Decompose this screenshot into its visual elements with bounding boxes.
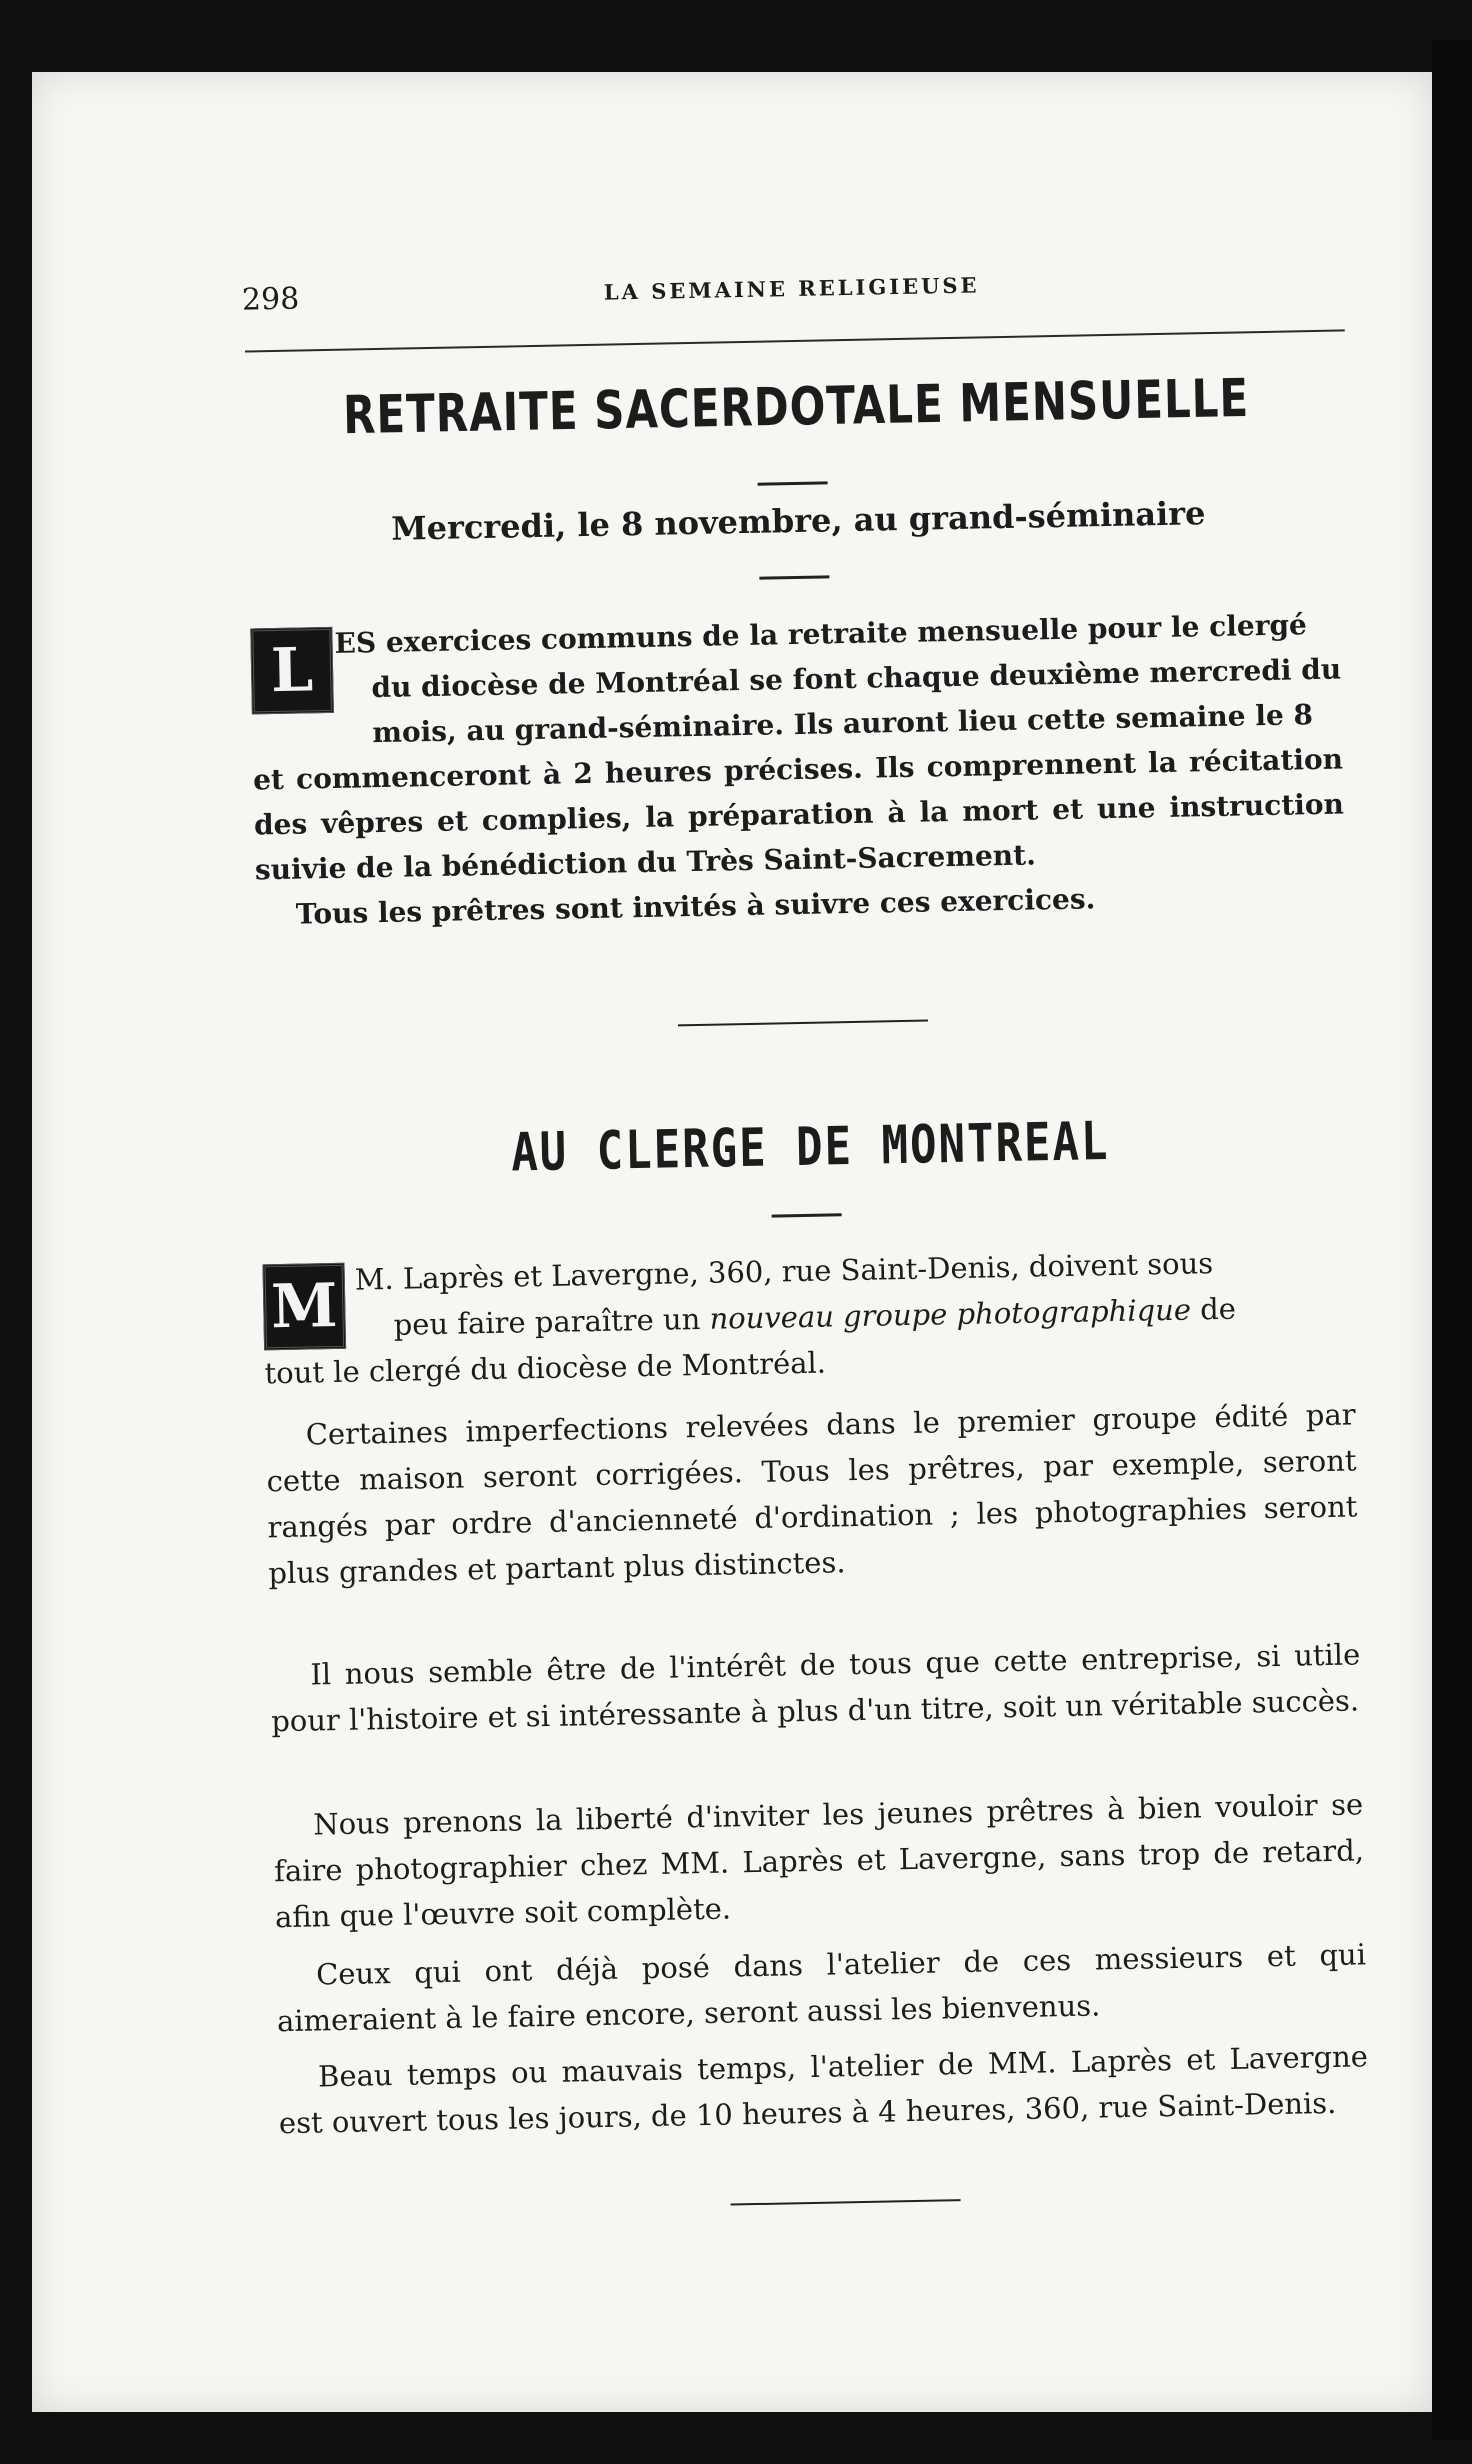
clerge-paragraph-2: Certaines imperfections relevées dans le premier groupe édité par cette maison seront corrigées. Tous les prêtres, par exemple, seront rangés par ordre d'ancienneté d'ordination ; les photographies seront plus grandes et partant plus distinctes.: [266, 1397, 1358, 1591]
dropcap-l: L: [250, 627, 334, 715]
header-rule: [245, 329, 1345, 352]
clerge-paragraph-3: Il nous semble être de l'intérêt de tous que cette entreprise, si utile pour l'histoire et si intéressante à plus d'un titre, soit un véritable succès.: [270, 1637, 1361, 1739]
title-divider-2: [772, 1213, 842, 1217]
clerge-paragraph-6: Beau temps ou mauvais temps, l'atelier de MM. Laprès et Lavergne est ouvert tous les jours, de 10 heures à 4 heures, 360, rue Saint-Denis.: [278, 2039, 1369, 2141]
clerge-italic-text: nouveau groupe photographique: [709, 1292, 1192, 1336]
subtitle-divider: [759, 575, 829, 579]
page-content: [222, 181, 1369, 2141]
dropcap-m: M: [262, 1263, 346, 1351]
clerge-line-1: M. Laprès et Lavergne, 360, rue Saint-Denis, doivent sous: [354, 1246, 1214, 1297]
retraite-rest: et commenceront à 2 heures précises. Ils comprennent la récitation des vêpres et complies, la préparation à la mort et une instruction suivie de la bénédiction du Très Saint-Sacrement.: [252, 742, 1345, 887]
retraite-paragraph-2: Tous les prêtres sont invités à suivre ces exercices.: [295, 882, 1096, 931]
section-title-clerge: AU CLERGE DE MONTREAL: [510, 1110, 1111, 1184]
end-rule: [731, 2199, 961, 2205]
clerge-line-2-end: de: [1190, 1291, 1237, 1327]
section-subtitle: Mercredi, le 8 novembre, au grand-séminaire: [390, 494, 1206, 548]
running-title: LA SEMAINE RELIGIEUSE: [603, 272, 980, 305]
clerge-paragraph-1: [262, 1237, 1354, 1396]
retraite-line-2: du diocèse de Montréal se font chaque deuxième mercredi du: [371, 652, 1342, 705]
retraite-line-3: mois, au grand-séminaire. Ils auront lieu cette semaine le 8: [371, 698, 1314, 750]
section-title-retraite: RETRAITE SACERDOTALE MENSUELLE: [342, 367, 1250, 446]
title-divider: [758, 481, 828, 485]
clerge-line-3: tout le clergé du diocèse de Montréal.: [264, 1345, 827, 1391]
document-page: [32, 72, 1432, 2412]
clerge-paragraph-4: Nous prenons la liberté d'inviter les jeunes prêtres à bien vouloir se faire photographier chez MM. Laprès et Lavergne, sans trop de retard, afin que l'œuvre soit complète.: [273, 1787, 1365, 1935]
retraite-line-1: ES exercices communs de la retraite mensuelle pour le clergé: [334, 608, 1308, 660]
page-number: 298: [241, 281, 300, 318]
retraite-paragraph: [250, 602, 1345, 893]
clerge-line-2-text: peu faire paraître un: [393, 1301, 710, 1342]
scan-edge: [1432, 40, 1472, 2440]
section-divider: [678, 1020, 928, 1027]
clerge-paragraph-5: Ceux qui ont déjà posé dans l'atelier de ces messieurs et qui aimeraient à le faire encore, seront aussi les bienvenus.: [276, 1937, 1367, 2039]
